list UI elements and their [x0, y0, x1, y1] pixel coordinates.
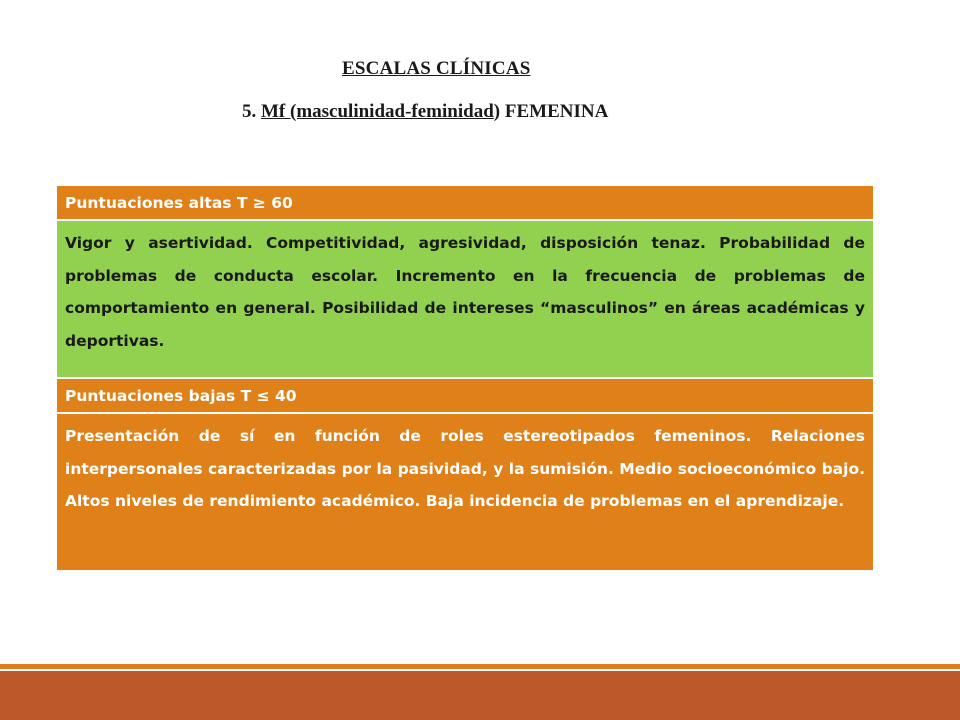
- low-scores-header: Puntuaciones bajas T ≤ 40: [57, 379, 873, 414]
- footer-band: [0, 671, 960, 720]
- page-subtitle: [242, 101, 608, 123]
- scores-table: [57, 186, 873, 570]
- low-scores-description: Presentación de sí en función de roles estereotipados femeninos. Relaciones interpersonales caracterizadas por la pasividad, y la sumisión. Medio socioeconómico bajo. Altos niveles de rendimiento académico. Baja incidencia de problemas en el aprendizaje.: [57, 414, 873, 570]
- footer-accent-line: [0, 664, 960, 669]
- high-scores-header: Puntuaciones altas T ≥ 60: [57, 186, 873, 221]
- page-title: ESCALAS CLÍNICAS: [342, 58, 531, 79]
- subtitle-underlined: Mf (masculinidad-feminidad: [261, 101, 494, 122]
- subtitle-prefix: 5.: [242, 101, 261, 122]
- high-scores-description: Vigor y asertividad. Competitividad, agresividad, disposición tenaz. Probabilidad de problemas de conducta escolar. Incremento en la frecuencia de problemas de comportamiento en general. Posibilidad de intereses “masculinos” en áreas académicas y deportivas.: [57, 221, 873, 379]
- subtitle-suffix: ) FEMENINA: [493, 101, 609, 122]
